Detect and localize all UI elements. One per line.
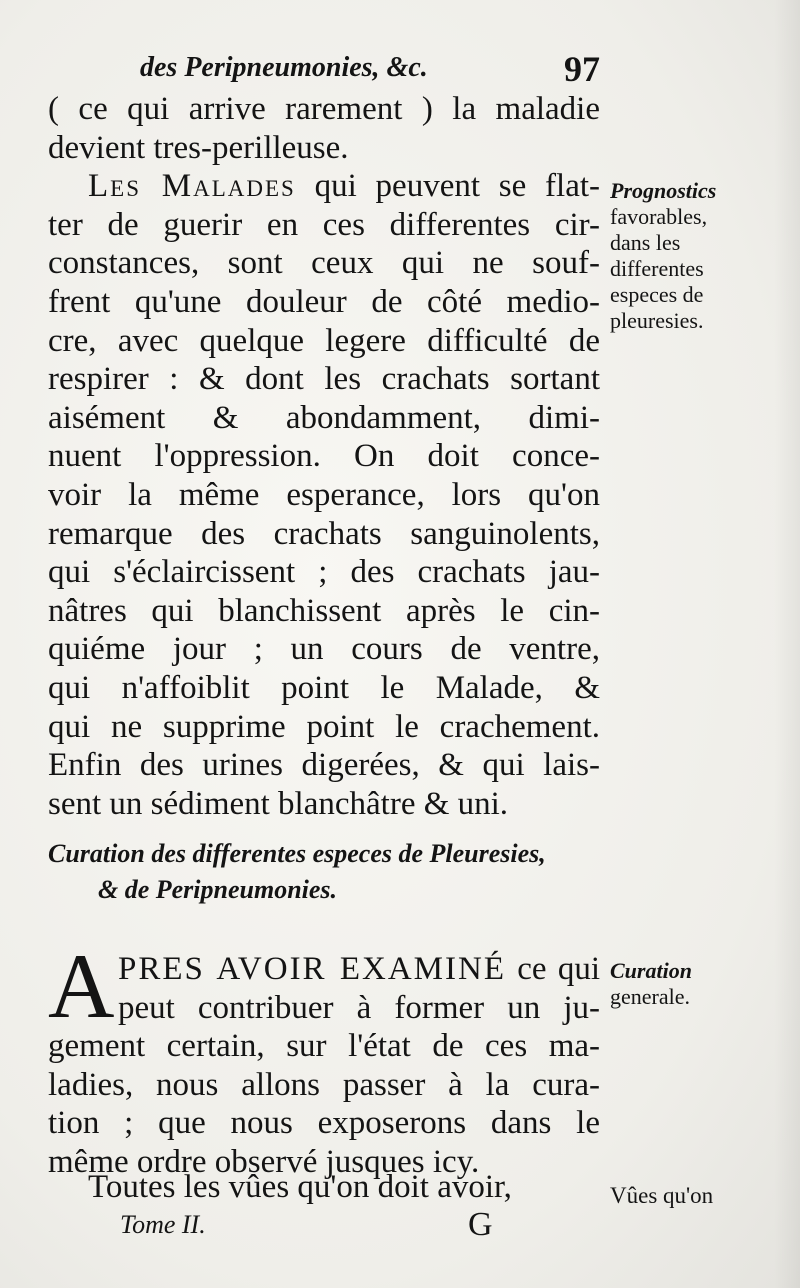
text-fragment: ce qui [505,951,600,987]
text-line: nuent l'oppression. On doit conce- [48,438,600,475]
text-line: remarque des crachats sanguinolents, [48,515,600,552]
section-heading [48,836,608,908]
text-line: nâtres qui blanchissent après le cin- [48,592,600,629]
text-line: gement certain, sur l'état de ces ma- [48,1028,600,1065]
text-line: qui n'affoiblit point le Malade, & [48,669,600,706]
text-line: Toutes les vûes qu'on doit avoir, [88,1169,512,1205]
text-line: Enfin des urines digerées, & qui lais- [48,747,600,784]
margin-note-line: favorables, [610,204,708,229]
text-line: quiéme jour ; un cours de ventre, [48,631,600,668]
page-edge-shadow [774,0,800,1288]
volume-label: Tome II. [120,1210,206,1239]
page-header [140,48,600,92]
text-line: même ordre observé jusques icy. [48,1143,480,1180]
margin-note-line: differentes [610,256,704,281]
text-line: tion ; que nous exposerons dans le [48,1105,600,1142]
running-head: des Peripneumonies, &c. [140,52,428,83]
margin-note-line: especes de [610,282,704,307]
curation-paragraph [48,935,600,1182]
text-line: aisément & abondamment, dimi- [48,399,600,436]
text-line: sent un sédiment blanchâtre & uni. [48,785,509,822]
final-paragraph [48,1168,600,1207]
text-line: ter de guerir en ces differentes cir- [48,206,600,243]
text-line: qui s'éclaircissent ; des crachats jau- [48,554,600,591]
section-heading-line: Curation des differentes especes de Pleuresies, [48,839,546,868]
page-footer [120,1206,520,1250]
text-line [48,950,600,989]
text-line: ladies, nous allons passer à la cura- [48,1066,600,1103]
text-line: constances, sont ceux qui ne souf- [48,245,600,282]
text-line: voir la même esperance, lors qu'on [48,476,600,513]
margin-note-curation [610,958,770,1010]
margin-note-line: generale. [610,984,690,1009]
signature-mark: G [468,1206,493,1243]
margin-note-line: Curation [610,958,692,983]
text-fragment: qui peuvent se flat- [295,168,601,205]
main-text-block [48,90,600,823]
text-line: qui ne supprime point le crachement. [48,708,600,745]
text-line: ( ce qui arrive rarement ) la maladie [48,91,600,127]
text-line: peut contribuer à former un ju- [118,989,600,1026]
margin-note-vues: Vûes qu'on [610,1183,714,1208]
text-line: respirer : & dont les crachats sortant [48,361,600,398]
margin-note-line: dans les [610,230,681,255]
text-line: frent qu'une douleur de côté medio- [48,283,600,320]
page-number: 97 [564,49,600,89]
drop-cap: A [48,935,115,1037]
margin-note-line: pleuresies. [610,308,704,333]
small-caps-lead: Les Malades [88,168,296,205]
margin-note-line: Prognostics [610,178,717,203]
margin-note-prognostics [610,178,770,334]
section-heading-line: & de Peripneumonies. [98,875,338,904]
text-line: cre, avec quelque legere difficulté de [48,322,600,359]
text-line [48,167,600,206]
small-caps-lead: PRES AVOIR EXAMINÉ [118,951,506,987]
text-line: devient tres-perilleuse. [48,129,349,166]
